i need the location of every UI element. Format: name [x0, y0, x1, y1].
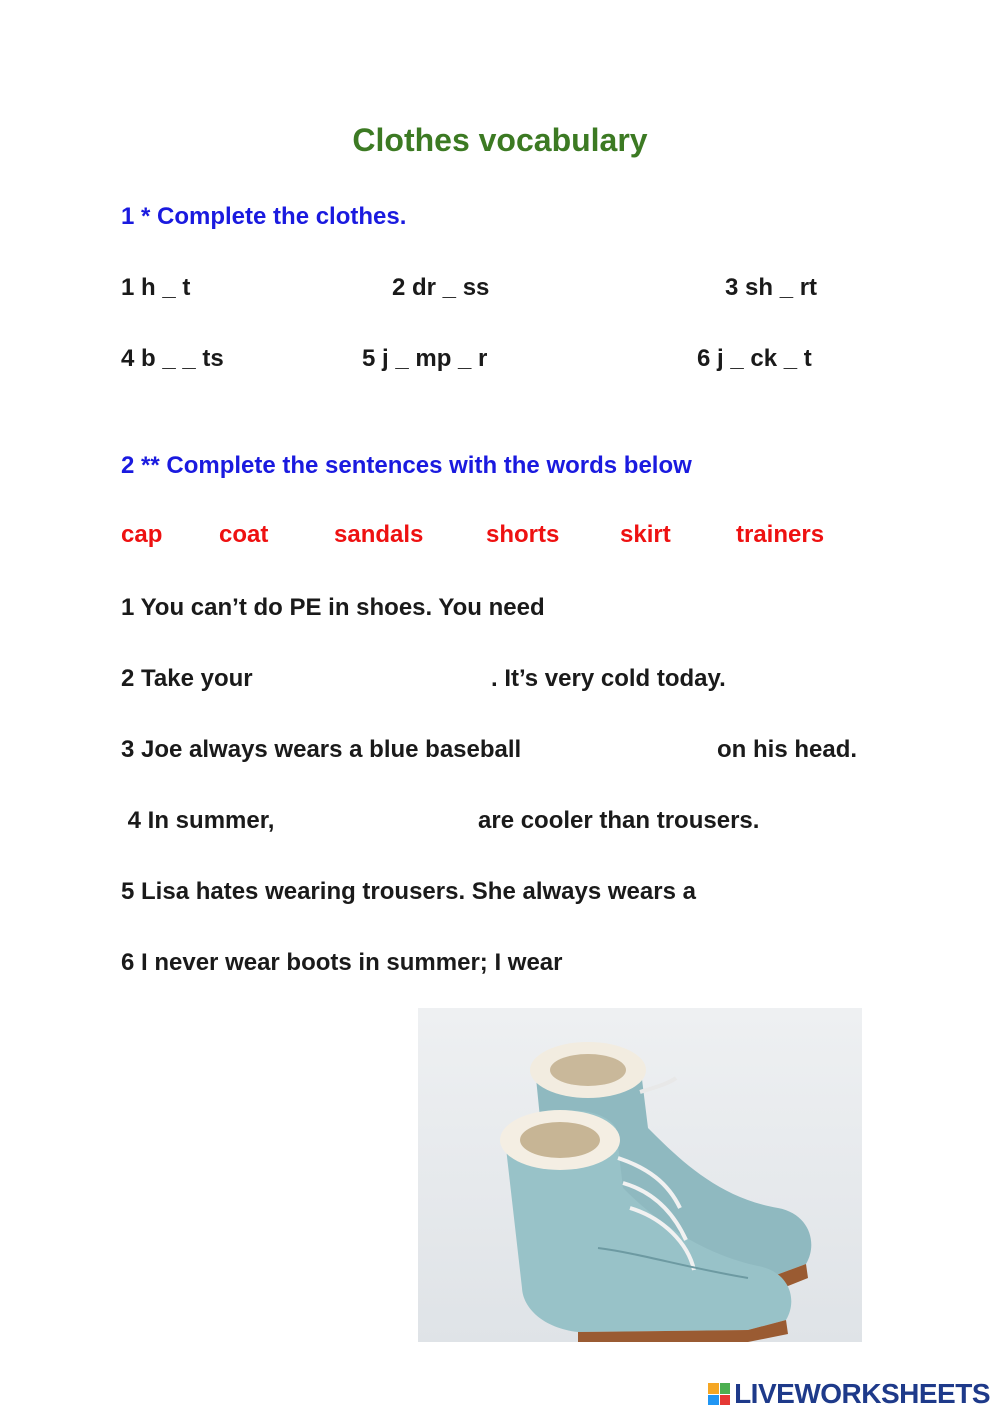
boots-photo	[418, 1008, 862, 1342]
exercise-2-heading: 2 ** Complete the sentences with the words below	[121, 452, 692, 479]
sentence-6: 6 I never wear boots in summer; I wear	[121, 949, 563, 976]
word-bank-item: skirt	[620, 521, 671, 548]
exercise-1-item: 5 j _ mp _ r	[362, 345, 488, 372]
sentence-2: 2 Take your	[121, 665, 253, 692]
sentence-3-end: on his head.	[717, 736, 858, 763]
sentence-5: 5 Lisa hates wearing trousers. She always wears a	[121, 878, 696, 905]
liveworksheets-logo-icon	[708, 1383, 730, 1405]
exercise-1-heading: 1 * Complete the clothes.	[121, 203, 407, 230]
word-bank-item: cap	[121, 521, 163, 548]
page-title: Clothes vocabulary	[352, 122, 648, 158]
word-bank-item: shorts	[486, 521, 560, 548]
exercise-1-item: 3 sh _ rt	[725, 274, 818, 301]
sentence-4: 4 In summer,	[121, 807, 275, 834]
exercise-1-item: 1 h _ t	[121, 274, 191, 301]
brand-name: LIVEWORKSHEETS	[734, 1378, 990, 1409]
footer-brand[interactable]	[708, 1380, 990, 1408]
word-bank-item: coat	[219, 521, 269, 548]
exercise-1-item: 2 dr _ ss	[392, 274, 490, 301]
exercise-1-item: 6 j _ ck _ t	[697, 345, 812, 372]
sentence-2-end: . It’s very cold today.	[491, 665, 726, 692]
exercise-1-item: 4 b _ _ ts	[121, 345, 224, 372]
sentence-3: 3 Joe always wears a blue baseball	[121, 736, 522, 763]
word-bank-item: sandals	[334, 521, 424, 548]
word-bank-item: trainers	[736, 521, 825, 548]
sentence-4-end: are cooler than trousers.	[478, 807, 760, 834]
sentence-1: 1 You can’t do PE in shoes. You need	[121, 594, 545, 621]
